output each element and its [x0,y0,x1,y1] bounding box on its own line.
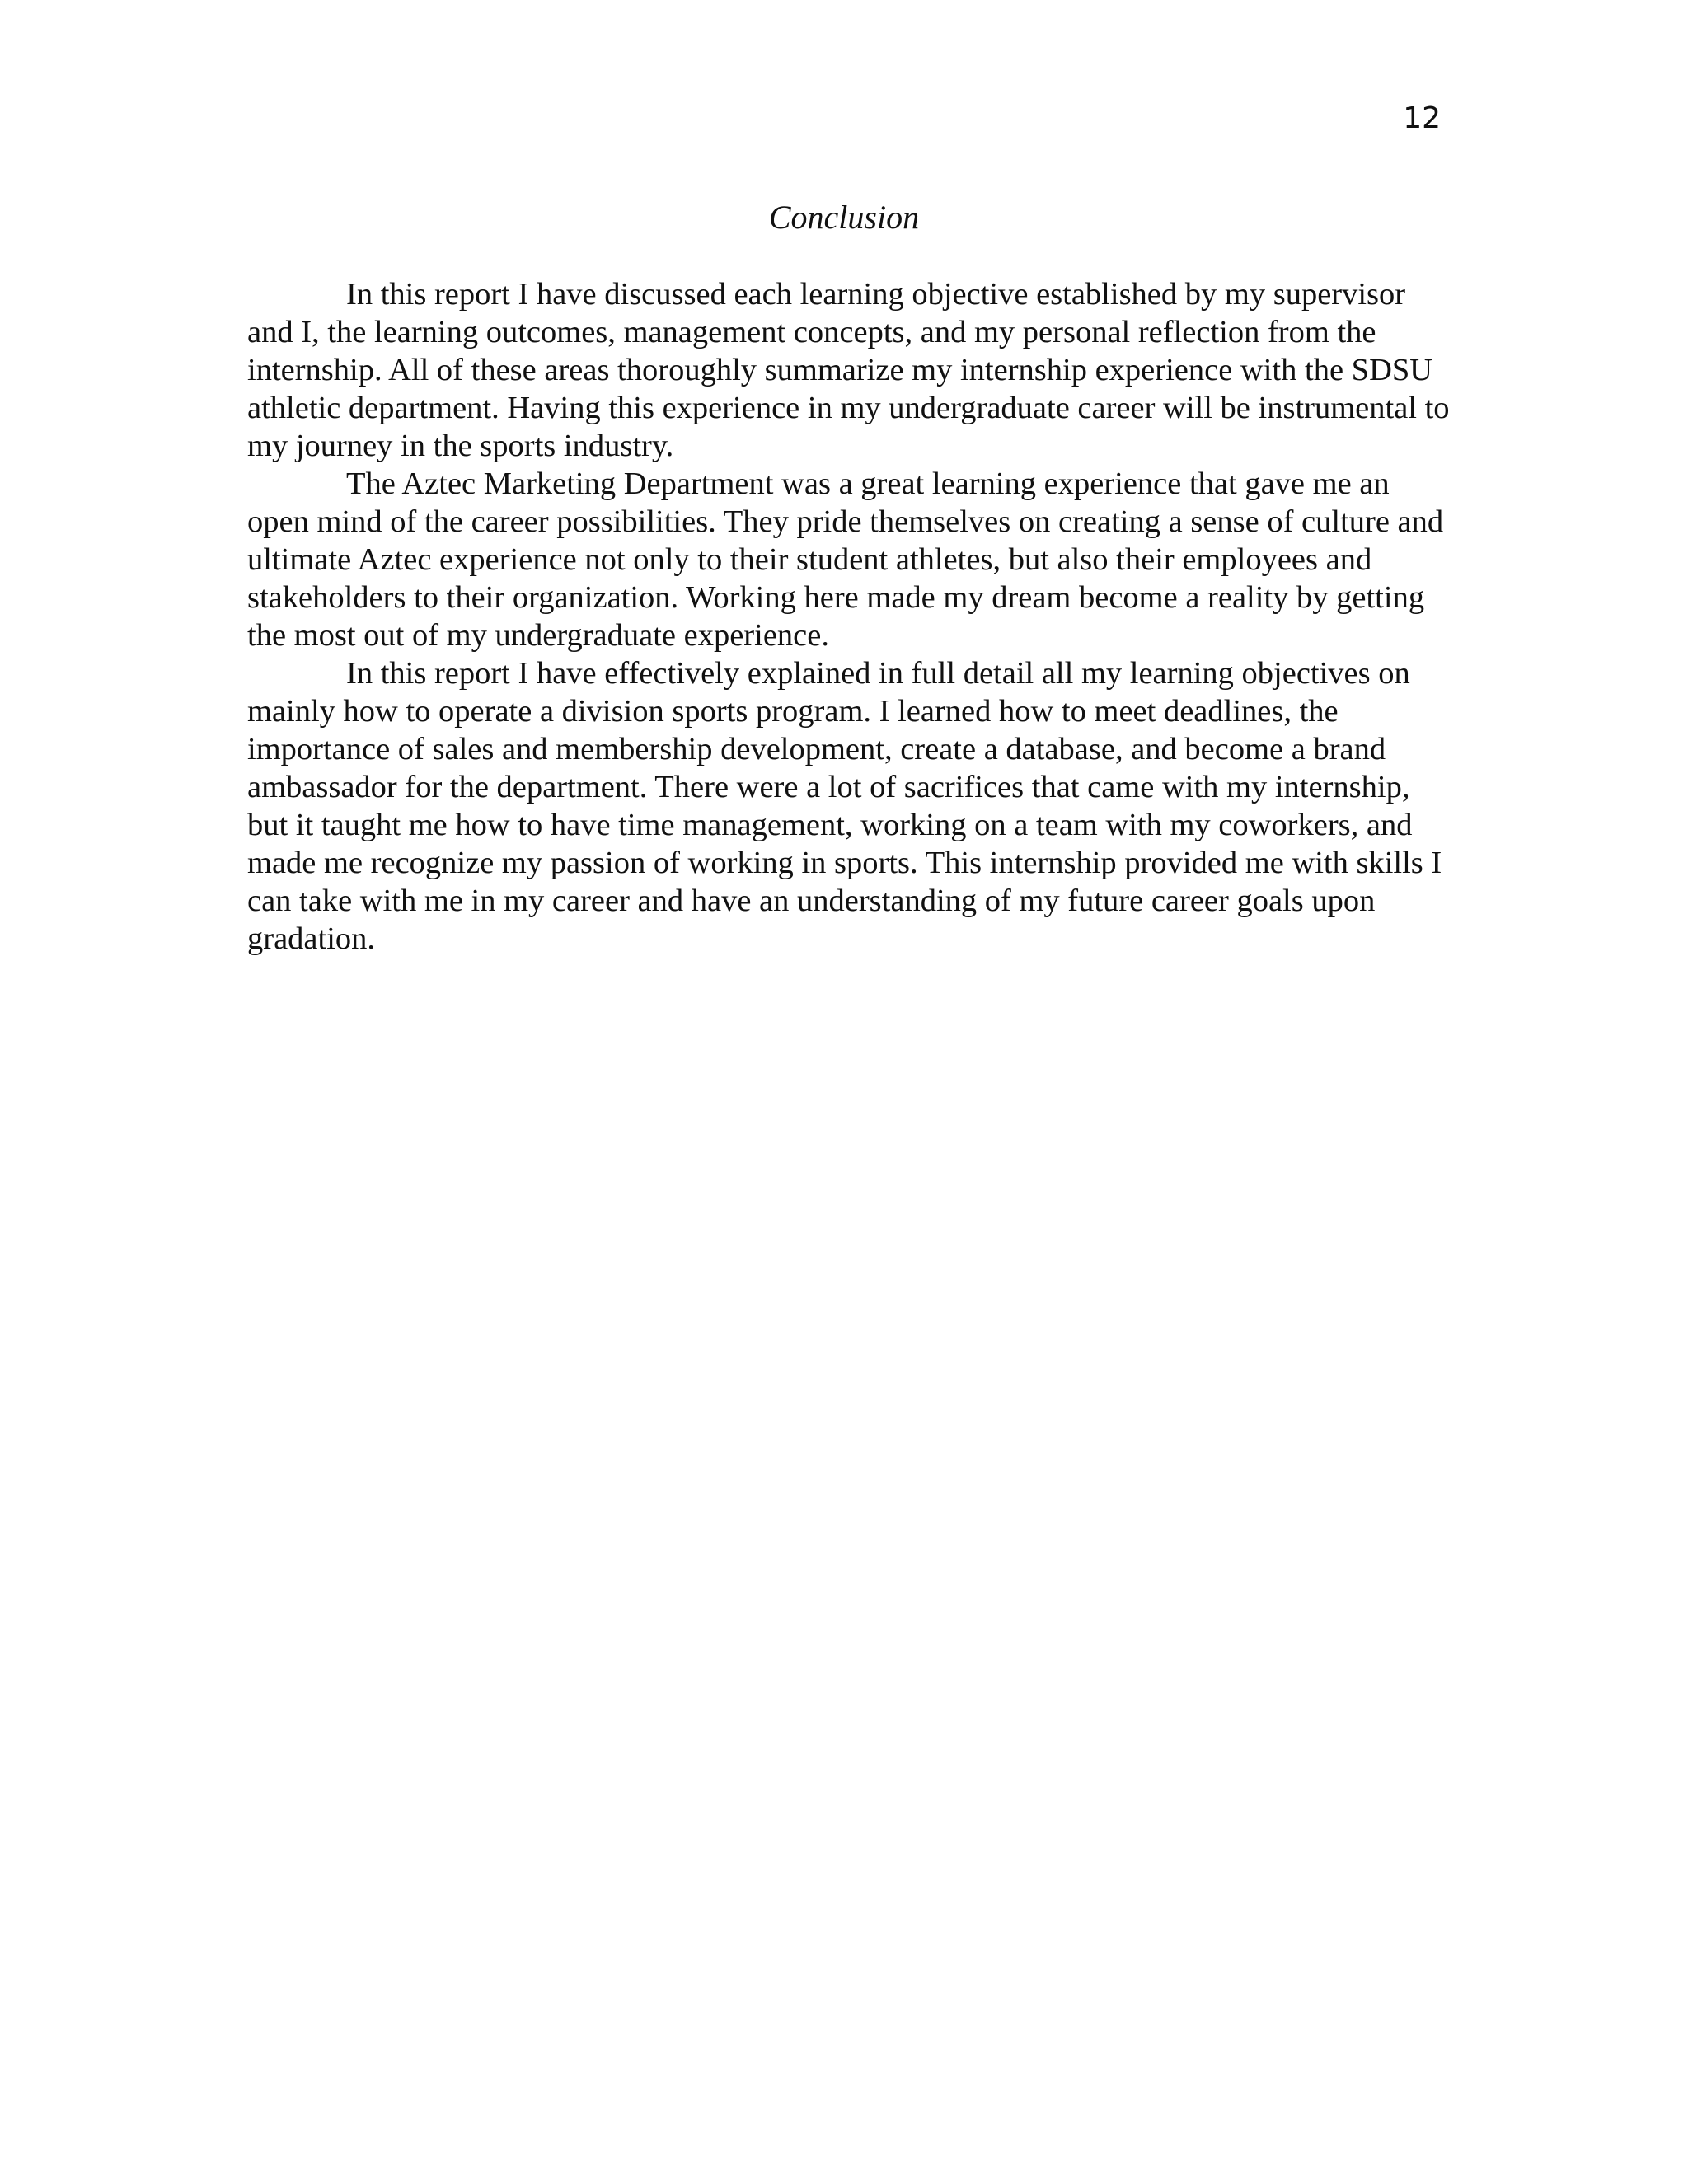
section-heading: Conclusion [768,199,920,236]
paragraph: In this report I have effectively explained in full detail all my learning objectives on mainly how to operate a division sports program. I learned how to meet deadlines, the importance of sales and membership development, create a database, and become a brand ambassador for the department. There were a lot of sacrifices that came with my internship, but it taught me how to have time management, working on a team with my coworkers, and made me recognize my passion of working in sports. This internship provided me with skills I can take with me in my career and have an understanding of my future career goals upon gradation. [247,656,1442,956]
page-number: 12 [1403,101,1441,135]
paragraph: The Aztec Marketing Department was a great learning experience that gave me an open mind of the career possibilities. They pride themselves on creating a sense of culture and ultimate Aztec experience not only to their student athletes, but also their employees and stakeholders to their organization. Working here made my dream become a reality by getting the most out of my undergraduate experience. [247,466,1444,653]
paragraph: In this report I have discussed each learning objective established by my supervisor and I, the learning outcomes, management concepts, and my personal reflection from the internship. All of these areas thoroughly summarize my internship experience with the SDSU athletic department. Having this experience in my undergraduate career will be instrumental to my journey in the sports industry. [247,277,1450,463]
body-text [247,275,1451,958]
